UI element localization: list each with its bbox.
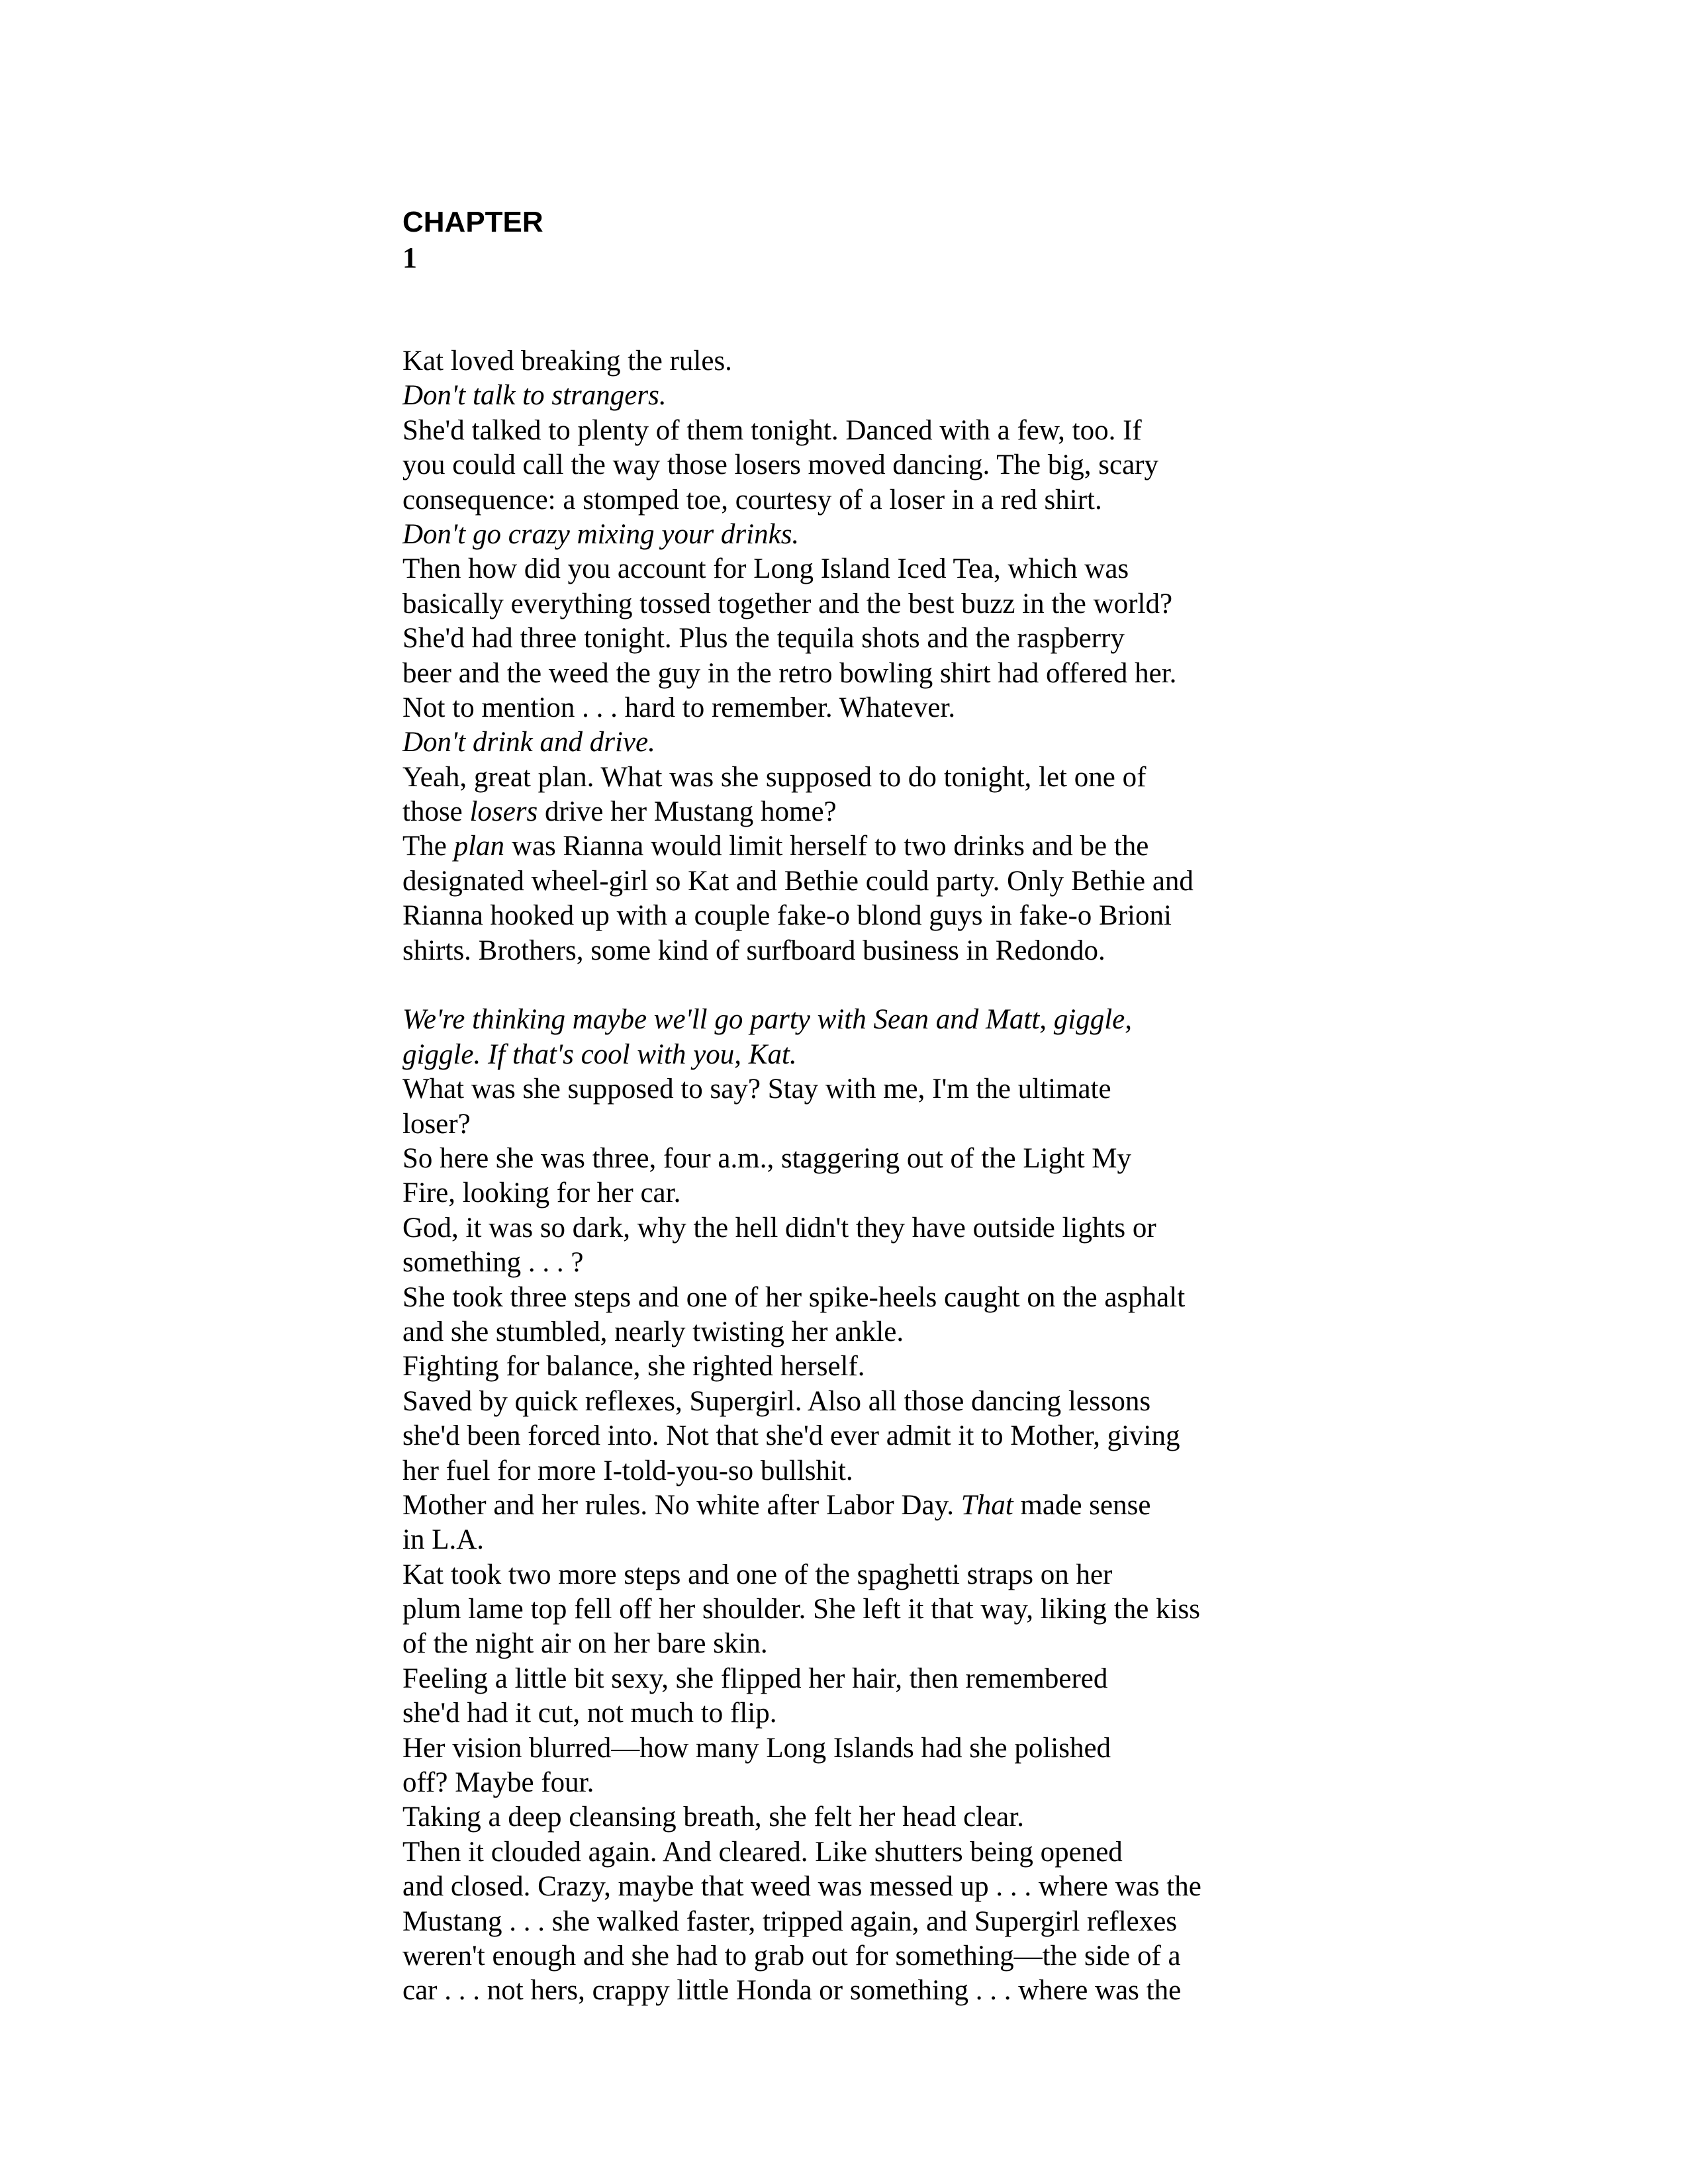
line-text: car . . . not hers, crappy little Honda or something . . . where was the [402,1975,1182,2007]
line-text: and she stumbled, nearly twisting her ankle. [402,1316,904,1347]
text-segment: The [402,831,454,862]
text-line [402,1072,1276,1107]
line-text: Feeling a little bit sexy, she flipped her hair, then remembered [402,1662,1108,1694]
italic-line-text: We're thinking maybe we'll go party with Sean and Matt, giggle, [402,1004,1133,1036]
line-text: Not to mention . . . hard to remember. Whatever. [402,692,956,723]
italic-line-text: Don't drink and drive. [402,727,655,758]
chapter-label: CHAPTER [402,206,543,238]
text-line [402,934,1276,968]
line-text: of the night air on her bare skin. [402,1628,768,1660]
text-line [402,760,1276,795]
text-line [402,725,1276,760]
text-line [402,1349,1276,1384]
text-line [402,1003,1276,1037]
line-text: Fire, looking for her car. [402,1177,681,1209]
line-text: off? Maybe four. [402,1767,594,1799]
line-text: something . . . ? [402,1247,584,1279]
line-text: basically everything tossed together and the best buzz in the world? [402,588,1173,619]
line-text: She'd talked to plenty of them tonight. Danced with a few, too. If [402,414,1142,446]
text-line [402,1176,1276,1210]
line-text: consequence: a stomped toe, courtesy of a loser in a red shirt. [402,484,1102,516]
text-line [402,344,1276,379]
line-text: you could call the way those losers moved dancing. The big, scary [402,449,1158,481]
text-line [402,1419,1276,1453]
line-text: Saved by quick reflexes, Supergirl. Also all those dancing lessons [402,1385,1151,1417]
text-line [402,1939,1276,1974]
text-line [402,1731,1276,1766]
text-line [402,1488,1276,1523]
text-line [402,1315,1276,1349]
line-text: Mustang . . . she walked faster, tripped again, and Supergirl reflexes [402,1905,1178,1937]
chapter-body-text [402,344,1276,2009]
line-text: and closed. Crazy, maybe that weed was messed up . . . where was the [402,1871,1201,1903]
italic-segment: losers [469,796,538,828]
line-text: What was she supposed to say? Stay with me, I'm the ultimate [402,1073,1111,1105]
text-line [402,1974,1276,2008]
line-text: Kat loved breaking the rules. [402,345,732,377]
text-line [402,1592,1276,1627]
text-line [402,1766,1276,1800]
text-line [402,691,1276,725]
italic-segment: plan [453,831,505,862]
text-line [402,1211,1276,1246]
text-line [402,1662,1276,1696]
text-line [402,414,1276,448]
text-line [402,587,1276,621]
text-line [402,864,1276,899]
line-text: Kat took two more steps and one of the spaghetti straps on her [402,1559,1113,1590]
text-segment: made sense [1013,1489,1151,1521]
text-line [402,1385,1276,1419]
line-text: She took three steps and one of her spike-heels caught on the asphalt [402,1281,1186,1313]
text-segment: those [402,796,470,828]
line-text: shirts. Brothers, some kind of surfboard business in Redondo. [402,934,1105,966]
text-line [402,483,1276,518]
text-line [402,795,1276,829]
text-line [402,1038,1276,1072]
line-text: Yeah, great plan. What was she supposed to do tonight, let one of [402,761,1147,793]
line-text: she'd been forced into. Not that she'd ever admit it to Mother, giving [402,1420,1180,1452]
line-text: beer and the weed the guy in the retro bowling shirt had offered her. [402,657,1177,689]
text-line [402,1107,1276,1142]
text-line [402,1800,1276,1835]
line-text: Taking a deep cleansing breath, she felt her head clear. [402,1801,1024,1833]
line-text: Rianna hooked up with a couple fake-o blond guys in fake-o Brioni [402,900,1172,932]
line-text: in L.A. [402,1524,485,1556]
text-line [402,1870,1276,1904]
text-line [402,829,1276,864]
line-text: She'd had three tonight. Plus the tequila shots and the raspberry [402,623,1125,655]
line-text: she'd had it cut, not much to flip. [402,1698,777,1729]
text-line [402,1523,1276,1557]
line-text: designated wheel-girl so Kat and Bethie could party. Only Bethie and [402,865,1194,897]
line-text: Fighting for balance, she righted herself. [402,1351,865,1383]
text-line [402,518,1276,552]
text-segment: drive her Mustang home? [538,796,837,828]
text-line [402,379,1276,413]
text-line [402,657,1276,691]
text-line [402,1454,1276,1488]
text-line [402,899,1276,933]
line-text: So here she was three, four a.m., staggering out of the Light My [402,1142,1132,1174]
italic-line-text: Don't talk to strangers. [402,380,667,412]
text-line [402,1558,1276,1592]
line-text: Then how did you account for Long Island Iced Tea, which was [402,553,1129,585]
text-segment: was Rianna would limit herself to two drinks and be the [504,831,1149,862]
text-line [402,1835,1276,1870]
text-segment: Mother and her rules. No white after Labor Day. [402,1489,961,1521]
line-text: weren't enough and she had to grab out for something—the side of a [402,1940,1181,1972]
line-text: God, it was so dark, why the hell didn't they have outside lights or [402,1212,1156,1244]
line-text: her fuel for more I-told-you-so bullshit. [402,1455,853,1486]
paragraph-gap [402,968,1276,1003]
text-line [402,552,1276,586]
italic-segment: That [961,1489,1013,1521]
italic-line-text: giggle. If that's cool with you, Kat. [402,1038,797,1070]
line-text: Then it clouded again. And cleared. Like shutters being opened [402,1836,1123,1868]
text-line [402,1905,1276,1939]
line-text: plum lame top fell off her shoulder. She left it that way, liking the kiss [402,1594,1200,1625]
line-text: Her vision blurred—how many Long Islands had she polished [402,1732,1111,1764]
italic-line-text: Don't go crazy mixing your drinks. [402,518,800,550]
text-line [402,1281,1276,1315]
line-text: loser? [402,1108,471,1140]
text-line [402,1246,1276,1280]
chapter-number: 1 [402,242,417,274]
text-line [402,621,1276,656]
text-line [402,1142,1276,1176]
text-line [402,448,1276,482]
text-line [402,1627,1276,1661]
text-line [402,1696,1276,1731]
